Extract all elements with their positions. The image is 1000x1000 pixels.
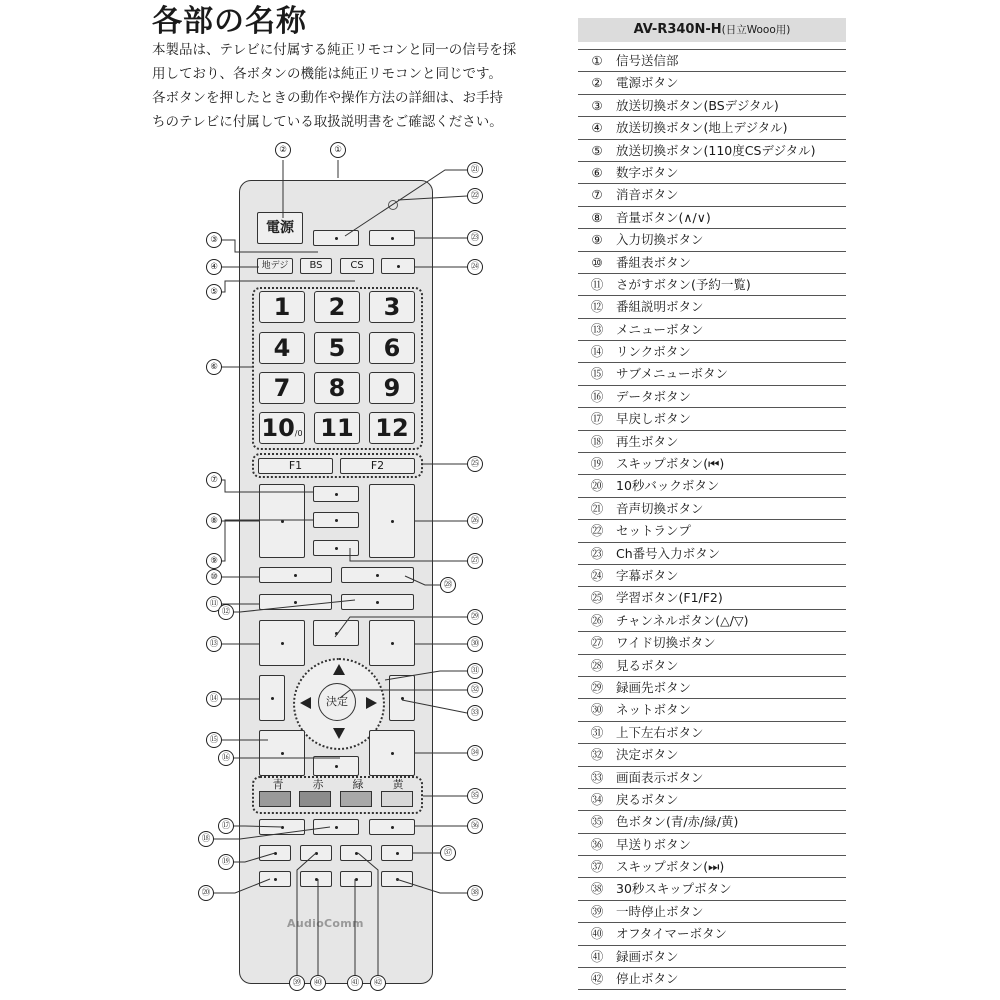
button-dot	[391, 752, 394, 755]
row-number: ㊷	[590, 971, 604, 987]
row-label: 停止ボタン	[616, 971, 679, 987]
callout-marker: ㊳	[467, 885, 483, 901]
number-button-11[interactable]	[314, 412, 360, 444]
button-dot	[274, 852, 277, 855]
callout-marker: ㉔	[467, 259, 483, 275]
callout-marker: ④	[206, 259, 222, 275]
thirty-second-skip-button[interactable]	[381, 871, 413, 887]
callout-marker: ⑮	[206, 732, 222, 748]
program-info-button[interactable]	[313, 620, 359, 646]
set-lamp	[388, 200, 398, 210]
submenu-button[interactable]	[259, 730, 305, 776]
row-label: スキップボタン(⏭)	[616, 859, 725, 875]
table-row	[578, 274, 846, 296]
skip-forward-button[interactable]	[381, 845, 413, 861]
channel-button[interactable]	[369, 484, 415, 558]
row-label: 電源ボタン	[616, 75, 679, 91]
table-row	[578, 587, 846, 609]
description-line: 各ボタンを押したときの動作や操作方法の詳細は、お手持	[152, 90, 503, 106]
table-row	[578, 520, 846, 542]
callout-marker: ⑩	[206, 569, 222, 585]
page-title: 各部の名称	[152, 4, 307, 39]
row-label: 放送切換ボタン(地上デジタル)	[616, 120, 788, 136]
callout-marker: ⑬	[206, 636, 222, 652]
program-guide-button[interactable]	[259, 567, 332, 583]
ch-number-input-button[interactable]	[369, 230, 415, 246]
callout-marker: ⑰	[218, 818, 234, 834]
button-dot	[391, 642, 394, 645]
number-label: 8	[328, 374, 346, 402]
callout-marker: ㉓	[467, 230, 483, 246]
table-row	[578, 252, 846, 274]
table-row	[578, 632, 846, 654]
table-row	[578, 386, 846, 408]
row-number: ㉓	[590, 545, 604, 561]
callout-marker: ⑱	[198, 831, 214, 847]
net-button[interactable]	[369, 620, 415, 666]
button-dot	[281, 520, 284, 523]
number-button-5[interactable]	[314, 332, 360, 364]
table-row	[578, 811, 846, 833]
row-label: ネットボタン	[616, 702, 692, 718]
table-row	[578, 856, 846, 878]
model-note: (日立Wooo用)	[721, 24, 791, 36]
table-row	[578, 722, 846, 744]
view-button[interactable]	[341, 567, 414, 583]
callout-marker: ①	[330, 142, 346, 158]
data-button[interactable]	[313, 756, 359, 776]
table-row	[578, 475, 846, 497]
row-label: 音声切換ボタン	[616, 500, 704, 516]
row-number: ⑪	[590, 276, 604, 292]
table-row	[578, 968, 846, 990]
number-button-4[interactable]	[259, 332, 305, 364]
table-row	[578, 296, 846, 318]
row-label: 早戻しボタン	[616, 411, 692, 427]
callout-marker: ㊱	[467, 818, 483, 834]
callout-marker: ㉗	[467, 553, 483, 569]
color-label-green: 緑	[352, 778, 364, 791]
row-label: メニューボタン	[616, 321, 704, 337]
row-number: ㉔	[590, 567, 604, 583]
button-dot	[335, 237, 338, 240]
row-number: ㊱	[590, 836, 604, 852]
row-label: 録画先ボタン	[616, 679, 692, 695]
table-row	[578, 117, 846, 139]
row-label: 色ボタン(青/赤/緑/黄)	[616, 814, 739, 830]
button-dot	[335, 519, 338, 522]
table-row	[578, 610, 846, 632]
table-header	[578, 18, 846, 42]
color-label-red: 赤	[312, 778, 324, 791]
ten-second-back-button[interactable]	[259, 871, 291, 887]
table-row	[578, 319, 846, 341]
callout-marker: ㉑	[467, 162, 483, 178]
row-number: ⑤	[591, 142, 603, 158]
row-label: 番組表ボタン	[616, 254, 692, 270]
callout-marker: ⑤	[206, 284, 222, 300]
row-label: チャンネルボタン(△/▽)	[616, 612, 749, 628]
play-button[interactable]	[313, 819, 359, 835]
fast-forward-button[interactable]	[369, 819, 415, 835]
callout-marker: ㉙	[467, 609, 483, 625]
left-arrow-icon[interactable]	[300, 697, 311, 709]
button-dot	[335, 765, 338, 768]
row-number: ㉝	[590, 769, 604, 785]
row-number: ⑲	[590, 456, 604, 472]
row-number: ㉜	[590, 747, 604, 763]
button-dot	[294, 574, 297, 577]
button-dot	[391, 237, 394, 240]
callout-marker: ㊷	[370, 975, 386, 991]
callout-marker: ㉚	[467, 636, 483, 652]
number-label: 6	[383, 334, 401, 362]
callout-marker: ㉘	[440, 577, 456, 593]
color-label-yellow: 黄	[392, 778, 404, 791]
table-row	[578, 72, 846, 94]
off-timer-button[interactable]	[300, 871, 332, 887]
parts-table	[578, 18, 846, 990]
description-line: 用しており、各ボタンの機能は純正リモコンと同じです。	[152, 66, 502, 82]
table-row	[578, 565, 846, 587]
screen-display-button[interactable]	[389, 675, 415, 721]
row-number: ⑧	[591, 209, 603, 225]
link-button[interactable]	[259, 675, 285, 721]
row-label: 一時停止ボタン	[616, 903, 704, 919]
f1-button[interactable]: F1	[258, 458, 333, 474]
number-button-1[interactable]	[259, 291, 305, 323]
callout-marker: ㊲	[440, 845, 456, 861]
table-row	[578, 184, 846, 206]
number-button-9[interactable]	[369, 372, 415, 404]
callout-marker: ②	[275, 142, 291, 158]
row-label: 決定ボタン	[616, 747, 679, 763]
row-number: ㊲	[590, 859, 604, 875]
callout-marker: ㊴	[289, 975, 305, 991]
row-label: 見るボタン	[616, 657, 679, 673]
table-row	[578, 95, 846, 117]
row-number: ⑬	[590, 321, 604, 337]
button-dot	[401, 697, 404, 700]
number-label: 3	[383, 293, 401, 321]
callout-marker: ③	[206, 232, 222, 248]
enter-button[interactable]: 決定	[318, 683, 356, 721]
brand-logo: AudioComm	[287, 917, 364, 930]
row-number: ㉟	[590, 814, 604, 830]
row-label: 字幕ボタン	[616, 567, 679, 583]
stop-button[interactable]	[340, 845, 372, 861]
callout-marker: ㉜	[467, 682, 483, 698]
table-row	[578, 655, 846, 677]
callout-marker: ㉟	[467, 788, 483, 804]
up-arrow-icon[interactable]	[333, 664, 345, 675]
bs-button[interactable]: BS	[300, 258, 332, 274]
button-dot	[397, 265, 400, 268]
callout-marker: ⑦	[206, 472, 222, 488]
row-label: 放送切換ボタン(BSデジタル)	[616, 97, 779, 113]
button-dot	[396, 852, 399, 855]
row-label: 再生ボタン	[616, 433, 679, 449]
row-label: スキップボタン(⏮)	[616, 456, 725, 472]
row-label: 画面表示ボタン	[616, 769, 704, 785]
row-number: ⑦	[591, 187, 603, 203]
description	[152, 38, 547, 134]
callout-marker: ⑳	[198, 885, 214, 901]
menu-button[interactable]	[259, 620, 305, 666]
row-label: さがすボタン(予約一覧)	[616, 276, 751, 292]
table-row	[578, 789, 846, 811]
row-number: ⑯	[590, 388, 604, 404]
table-row	[578, 699, 846, 721]
number-suffix: /0	[294, 429, 303, 438]
table-row	[578, 834, 846, 856]
row-label: 放送切換ボタン(110度CSデジタル)	[616, 142, 816, 158]
number-label: 5	[328, 334, 346, 362]
row-number: ⑱	[590, 433, 604, 449]
table-row	[578, 229, 846, 251]
pause-button[interactable]	[300, 845, 332, 861]
table-row	[578, 431, 846, 453]
green-button[interactable]	[340, 791, 372, 807]
button-dot	[396, 878, 399, 881]
number-label: 7	[273, 374, 291, 402]
row-label: 戻るボタン	[616, 791, 679, 807]
table-row	[578, 162, 846, 184]
button-dot	[355, 852, 358, 855]
callout-marker: ㉕	[467, 456, 483, 472]
right-arrow-icon[interactable]	[366, 697, 377, 709]
number-button-7[interactable]	[259, 372, 305, 404]
blue-button[interactable]	[259, 791, 291, 807]
table-row	[578, 767, 846, 789]
button-dot	[335, 632, 338, 635]
callout-marker: ⑧	[206, 513, 222, 529]
row-number: ㉚	[590, 702, 604, 718]
button-dot	[335, 826, 338, 829]
callout-marker: ㊶	[347, 975, 363, 991]
callout-marker: ⑥	[206, 359, 222, 375]
record-button[interactable]	[340, 871, 372, 887]
row-number: ⑫	[590, 299, 604, 315]
row-number: ㊴	[590, 903, 604, 919]
number-button-10[interactable]	[259, 412, 305, 444]
yellow-button[interactable]	[381, 791, 413, 807]
button-dot	[355, 878, 358, 881]
number-button-6[interactable]	[369, 332, 415, 364]
row-label: 信号送信部	[616, 53, 679, 68]
row-label: 入力切換ボタン	[616, 232, 704, 248]
button-dot	[281, 752, 284, 755]
button-dot	[391, 520, 394, 523]
description-line: 本製品は、テレビに付属する純正リモコンと同一の信号を採	[152, 42, 517, 58]
callout-marker: ⑲	[218, 854, 234, 870]
number-button-12[interactable]	[369, 412, 415, 444]
row-number: ⑥	[591, 164, 603, 180]
row-number: ③	[591, 97, 603, 113]
row-number: ⑨	[591, 232, 603, 248]
number-label: 12	[375, 414, 409, 442]
table-row	[578, 207, 846, 229]
row-label: 番組説明ボタン	[616, 299, 704, 315]
cs-button[interactable]: CS	[340, 258, 374, 274]
number-label: 1	[273, 293, 291, 321]
mute-button[interactable]	[313, 486, 359, 502]
audio-switch-button[interactable]	[313, 230, 359, 246]
row-label: ワイド切換ボタン	[616, 635, 716, 651]
number-label: 4	[273, 334, 291, 362]
table-row	[578, 341, 846, 363]
table-row	[578, 946, 846, 968]
button-dot	[376, 574, 379, 577]
callout-marker: ⑯	[218, 750, 234, 766]
row-label: セットランプ	[616, 523, 692, 539]
red-button[interactable]	[299, 791, 331, 807]
row-label: オフタイマーボタン	[616, 926, 728, 942]
row-number: ㊶	[590, 948, 604, 964]
callout-marker: ㉛	[467, 663, 483, 679]
power-button[interactable]: 電源	[257, 212, 303, 244]
subtitle-button[interactable]	[381, 258, 415, 274]
row-number: ㉑	[590, 500, 604, 516]
row-number: ㉞	[590, 791, 604, 807]
number-label: 9	[383, 374, 401, 402]
number-label: 2	[328, 293, 346, 321]
row-number: ㊵	[590, 926, 604, 942]
row-label: 30秒スキップボタン	[616, 881, 732, 897]
number-label: 11	[320, 414, 354, 442]
table-row	[578, 408, 846, 430]
row-number: ㉗	[590, 635, 604, 651]
f2-button[interactable]: F2	[340, 458, 415, 474]
row-number: ①	[591, 53, 603, 68]
callout-marker: ㊵	[310, 975, 326, 991]
row-number: ⑭	[590, 344, 604, 360]
callout-marker: ㉝	[467, 705, 483, 721]
number-button-8[interactable]	[314, 372, 360, 404]
callout-marker: ⑫	[218, 604, 234, 620]
down-arrow-icon[interactable]	[333, 728, 345, 739]
row-number: ㊳	[590, 881, 604, 897]
table-row	[578, 453, 846, 475]
callout-marker: ㉞	[467, 745, 483, 761]
table-spacer	[578, 42, 846, 50]
table-row	[578, 677, 846, 699]
table-row	[578, 140, 846, 162]
button-dot	[274, 878, 277, 881]
row-number: ⑩	[591, 254, 603, 270]
row-number: ⑮	[590, 366, 604, 382]
button-dot	[271, 697, 274, 700]
back-button[interactable]	[369, 730, 415, 776]
button-dot	[281, 826, 284, 829]
table-row	[578, 923, 846, 945]
row-label: 10秒バックボタン	[616, 478, 720, 494]
color-label-blue: 青	[272, 778, 284, 791]
search-button[interactable]	[259, 594, 332, 610]
callout-marker: ⑭	[206, 691, 222, 707]
row-label: 録画ボタン	[616, 948, 679, 964]
button-dot	[315, 878, 318, 881]
number-button-3[interactable]	[369, 291, 415, 323]
callout-marker: ㉒	[467, 188, 483, 204]
row-label: 学習ボタン(F1/F2)	[616, 590, 723, 606]
row-label: 早送りボタン	[616, 836, 692, 852]
table-row	[578, 878, 846, 900]
row-label: サブメニューボタン	[616, 366, 729, 382]
row-label: データボタン	[616, 388, 692, 404]
button-dot	[391, 826, 394, 829]
row-number: ②	[591, 75, 603, 91]
description-line: ちのテレビに付属している取扱説明書をご確認ください。	[152, 114, 503, 130]
button-dot	[335, 547, 338, 550]
callout-marker: ㉖	[467, 513, 483, 529]
number-label: 10	[261, 414, 295, 442]
row-number: ⑰	[590, 411, 604, 427]
number-button-2[interactable]	[314, 291, 360, 323]
row-number: ㉛	[590, 724, 604, 740]
row-number: ㉒	[590, 523, 604, 539]
callout-marker: ⑨	[206, 553, 222, 569]
volume-button[interactable]	[259, 484, 305, 558]
skip-back-button[interactable]	[259, 845, 291, 861]
wide-switch-button[interactable]	[313, 540, 359, 556]
row-number: ⑳	[590, 478, 604, 494]
row-label: リンクボタン	[616, 344, 691, 360]
row-label: 数字ボタン	[616, 164, 679, 180]
record-destination-button[interactable]	[341, 594, 414, 610]
row-number: ㉙	[590, 679, 604, 695]
button-dot	[315, 852, 318, 855]
table-row	[578, 498, 846, 520]
row-label: 上下左右ボタン	[616, 724, 704, 740]
row-number: ㉘	[590, 657, 604, 673]
input-switch-button[interactable]	[313, 512, 359, 528]
row-number: ④	[591, 120, 603, 136]
table-row	[578, 363, 846, 385]
button-dot	[294, 601, 297, 604]
table-row	[578, 50, 846, 72]
rewind-button[interactable]	[259, 819, 305, 835]
button-dot	[335, 493, 338, 496]
callout-marker: ⑪	[206, 596, 222, 612]
row-label: Ch番号入力ボタン	[616, 545, 721, 561]
chideji-button[interactable]: 地デジ	[257, 258, 293, 274]
table-row	[578, 744, 846, 766]
table-row	[578, 543, 846, 565]
table-body	[578, 50, 846, 990]
row-label: 音量ボタン(∧/∨)	[616, 209, 711, 225]
table-row	[578, 901, 846, 923]
row-number: ㉕	[590, 590, 604, 606]
model-name: AV-R340N-H	[633, 22, 722, 37]
row-number: ㉖	[590, 612, 604, 628]
button-dot	[376, 601, 379, 604]
button-dot	[281, 642, 284, 645]
row-label: 消音ボタン	[616, 187, 679, 203]
